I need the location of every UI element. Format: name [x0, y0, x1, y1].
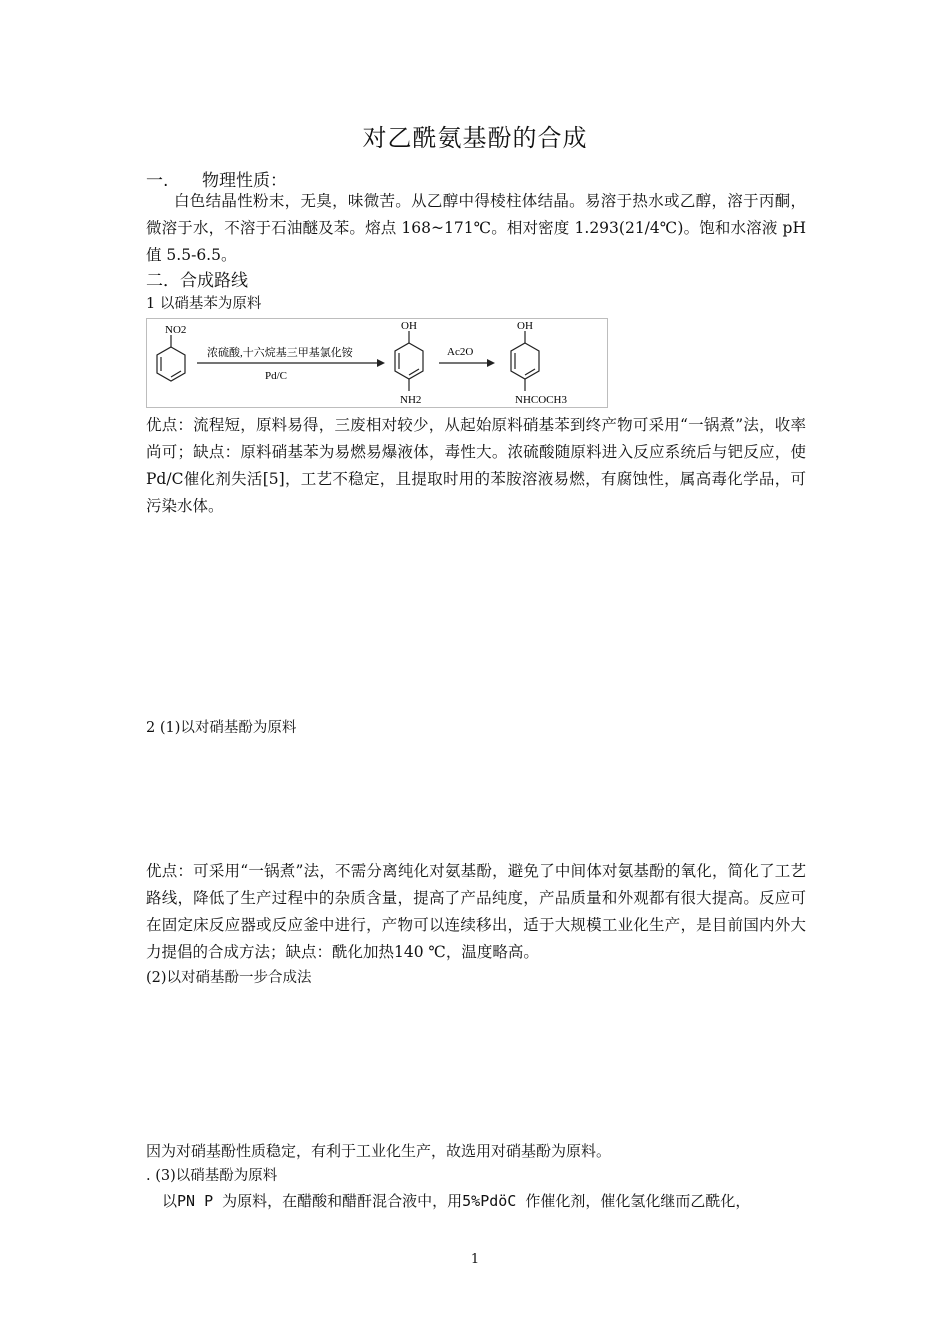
route2a-label: 2 (1)以对硝基酚为原料: [146, 720, 297, 736]
reactant-group-label: NO2: [165, 324, 187, 336]
aminophenol-structure: [395, 331, 423, 391]
intermediate-bottom-label: NH2: [400, 394, 422, 406]
page-number: 1: [470, 1252, 480, 1267]
route2b-paragraph: 因为对硝基酚性质稳定，有利于工业化生产，故选用对硝基酚为原料。: [146, 1142, 612, 1160]
reaction-scheme: [146, 318, 608, 408]
reagent-bottom-label: Pd/C: [265, 370, 288, 382]
nitrobenzene-structure: [157, 335, 185, 381]
reagent-top-label: 浓硫酸,十六烷基三甲基氯化铵: [207, 347, 353, 359]
product-top-label: OH: [517, 320, 533, 332]
route2a-paragraph: 优点：可采用“一锅煮”法，不需分离纯化对氨基酚，避免了中间体对氨基酚的氧化，简化了工艺路线，降低了生产过程中的杂质含量，提高了产品纯度，产品质量和外观都有很大提高。反应可在固定床反应器或反应釜中进行，产物可以连续移出，适于大规模工业化生产，是目前国内外大力提倡的合成方法；缺点：酰化加热140 ℃，温度略高。: [146, 862, 806, 961]
section1-title: 物理性质：: [202, 171, 287, 191]
route3-paragraph: 以PN P 为原料，在醋酸和醋酐混合液中，用5%PdöC 作催化剂，催化氢化继而乙酰化，: [162, 1192, 751, 1210]
document-title: 对乙酰氨基酚的合成: [362, 124, 588, 152]
section1-paragraph: 白色结晶性粉末，无臭，味微苦。从乙醇中得棱柱体结晶。易溶于热水或乙醇，溶于丙酮，微溶于水，不溶于石油醚及苯。熔点 168~171℃。相对密度 1.293(21/4℃)。饱和水溶液 pH 值 5.5-6.5。: [146, 192, 806, 264]
paracetamol-structure: [511, 331, 539, 391]
route1-label: 1 以硝基苯为原料: [146, 296, 262, 312]
route2b-label: (2)以对硝基酚一步合成法: [146, 970, 312, 986]
reaction-scheme-drawing: [147, 319, 607, 407]
section1-number: 一.: [146, 171, 169, 191]
product-bottom-label: NHCOCH3: [515, 394, 567, 406]
reagent2-label: Ac2O: [447, 346, 474, 358]
reaction-arrow-1-head: [377, 359, 385, 367]
intermediate-top-label: OH: [401, 320, 417, 332]
route1-paragraph: 优点：流程短，原料易得，三废相对较少，从起始原料硝基苯到终产物可采用“一锅煮”法，收率尚可；缺点：原料硝基苯为易燃易爆液体，毒性大。浓硫酸随原料进入反应系统后与钯反应，使Pd/C催化剂失活[5]，工艺不稳定，且提取时用的苯胺溶液易燃，有腐蚀性，属高毒化学品，可污染水体。: [146, 416, 806, 515]
section2-heading: 二．合成路线: [146, 271, 248, 291]
reaction-arrow-2-head: [487, 359, 495, 367]
route3-label: . (3)以硝基酚为原料: [146, 1168, 278, 1184]
